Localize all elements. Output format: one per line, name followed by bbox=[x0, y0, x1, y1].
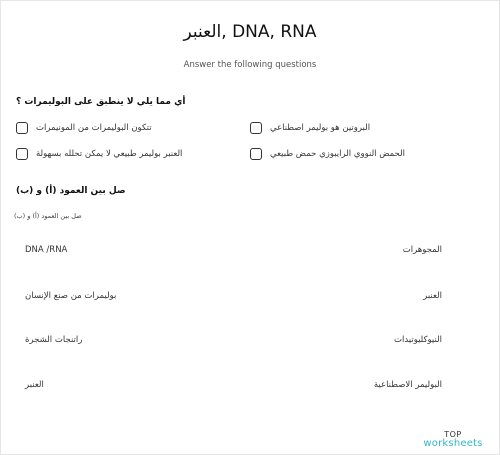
logo-bottom-text: worksheets bbox=[423, 438, 483, 449]
match-left-item[interactable]: بوليمرات من صنع الإنسان bbox=[25, 291, 117, 301]
option-label: الحمض النووي الرايبوزي حمض طبيعي bbox=[270, 149, 405, 159]
checkbox[interactable] bbox=[250, 122, 262, 134]
option-monomers[interactable] bbox=[16, 122, 152, 134]
option-label: تتكون البوليمرات من المونيمرات bbox=[36, 123, 152, 133]
topworksheets-logo bbox=[418, 431, 488, 449]
match-right-item[interactable]: البوليمر الاصطناعية bbox=[373, 380, 442, 390]
option-amber[interactable] bbox=[16, 148, 182, 160]
match-left-item[interactable]: راتنجات الشجرة bbox=[25, 335, 83, 345]
option-protein[interactable] bbox=[250, 122, 370, 134]
option-rna[interactable] bbox=[250, 148, 405, 160]
checkbox[interactable] bbox=[16, 122, 28, 134]
match-right-item[interactable]: النيوكليوتيدات bbox=[393, 335, 442, 345]
question-2-subheading: صل بين العمود (أ) و (ب) bbox=[14, 212, 82, 220]
option-label: البروتين هو بوليمر اصطناعي bbox=[270, 123, 371, 133]
question-2-heading: صل بين العمود (أ) و (ب) bbox=[16, 186, 126, 196]
match-right-item[interactable]: المجوهرات bbox=[402, 245, 442, 255]
page-subtitle: Answer the following questions bbox=[183, 60, 317, 70]
checkbox[interactable] bbox=[250, 148, 262, 160]
logo-top-text: TOP bbox=[444, 430, 462, 439]
page-title: العنبر, DNA, RNA bbox=[183, 22, 317, 42]
match-right-item[interactable]: العنبر bbox=[423, 291, 442, 301]
match-left-item[interactable]: DNA /RNA bbox=[25, 245, 68, 255]
option-label: العنبر بوليمر طبيعي لا يمكن تحلله بسهولة bbox=[36, 149, 183, 159]
checkbox[interactable] bbox=[16, 148, 28, 160]
question-1-heading: أي مما يلي لا ينطبق على البوليمرات ؟ bbox=[16, 97, 186, 107]
match-left-item[interactable]: العنبر bbox=[25, 380, 44, 390]
